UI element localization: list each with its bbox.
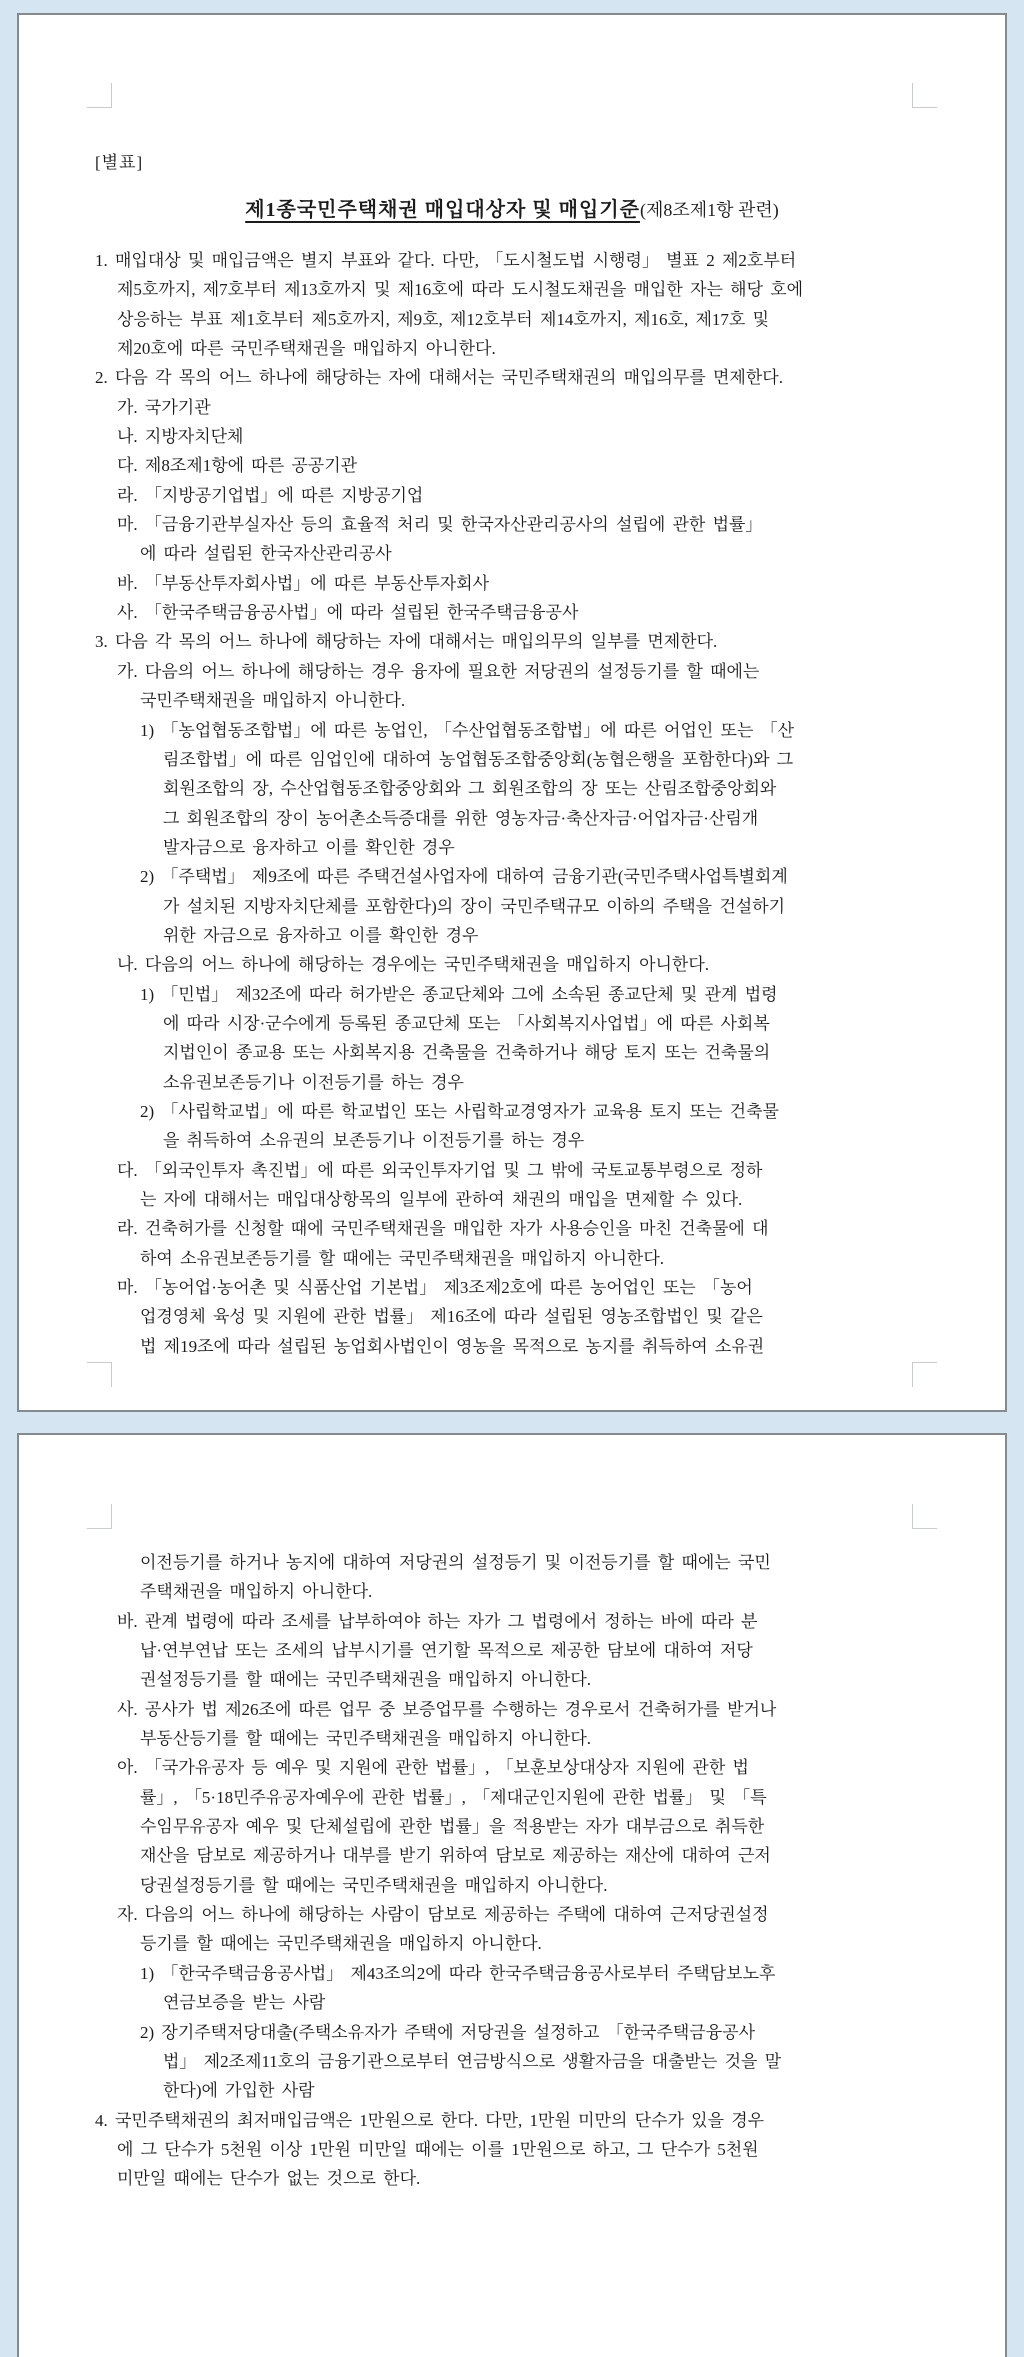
text-line: 가 설치된 지방자치단체를 포함한다)의 장이 국민주택규모 이하의 주택을 건설하기 [163,896,786,916]
text-line: 한다)에 가입한 사람 [163,2081,315,2101]
document-title [19,193,1005,222]
text-line: 2. 다음 각 목의 어느 하나에 해당하는 자에 대해서는 국민주택채권의 매입의무를 면제한다. [95,368,783,388]
text-line: 2) 장기주택저당대출(주택소유자가 주택에 저당권을 설정하고 「한국주택금융공사 [140,2022,755,2042]
document-title-suffix: (제8조제1항 관련) [639,200,779,220]
text-line: 발자금으로 융자하고 이를 확인한 경우 [163,837,455,857]
crop-mark-top-right [912,1504,937,1529]
text-line: 회원조합의 장, 수산업협동조합중앙회와 그 회원조합의 장 또는 산림조합중앙회와 [163,779,777,799]
text-line: 나. 다음의 어느 하나에 해당하는 경우에는 국민주택채권을 매입하지 아니한다. [117,955,710,975]
crop-mark-top-left [87,83,112,108]
document-page-1 [17,13,1007,1412]
text-line: 1) 「민법」 제32조에 따라 허가받은 종교단체와 그에 소속된 종교단체 및 관계 법령 [140,984,778,1004]
text-line: 지법인이 종교용 또는 사회복지용 건축물을 건축하거나 해당 토지 또는 건축물의 [163,1043,771,1063]
text-line: 부동산등기를 할 때에는 국민주택채권을 매입하지 아니한다. [140,1729,592,1749]
text-line: 사. 공사가 법 제26조에 따른 업무 중 보증업무를 수행하는 경우로서 건축허가를 받거나 [117,1699,777,1719]
text-line: 사. 「한국주택금융공사법」에 따라 설립된 한국주택금융공사 [117,603,579,623]
text-line: 납·연부연납 또는 조세의 납부시기를 연기할 목적으로 제공한 담보에 대하여 저당 [140,1641,753,1661]
text-line: 가. 다음의 어느 하나에 해당하는 경우 융자에 필요한 저당권의 설정등기를 할 때에는 [117,661,760,681]
text-line: 을 취득하여 소유권의 보존등기나 이전등기를 하는 경우 [163,1131,585,1151]
text-line: 4. 국민주택채권의 최저매입금액은 1만원으로 한다. 다만, 1만원 미만의 단수가 있을 경우 [95,2110,765,2130]
attachment-label: [별표] [95,153,144,172]
crop-mark-bottom-left [87,1362,112,1387]
crop-mark-top-right [912,83,937,108]
text-line: 라. 「지방공기업법」에 따른 지방공기업 [117,485,424,505]
text-line: 다. 「외국인투자 촉진법」에 따른 외국인투자기업 및 그 밖에 국토교통부령으로 정하 [117,1160,763,1180]
text-line: 위한 자금으로 융자하고 이를 확인한 경우 [163,925,479,945]
text-line: 소유권보존등기나 이전등기를 하는 경우 [163,1072,464,1092]
text-line: 에 따라 시장·군수에게 등록된 종교단체 또는 「사회복지사업법」에 따른 사회복 [163,1013,770,1033]
text-line: 률」, 「5·18민주유공자예우에 관한 법률」, 「제대군인지원에 관한 법률」 및 「특 [140,1787,767,1807]
text-line: 제20호에 따른 국민주택채권을 매입하지 아니한다. [117,339,496,359]
text-line: 에 그 단수가 5천원 이상 1만원 미만일 때에는 이를 1만원으로 하고, 그 단수가 5천원 [117,2139,759,2159]
text-line: 바. 「부동산투자회사법」에 따른 부동산투자회사 [117,573,490,593]
text-line: 가. 국가기관 [117,397,211,417]
text-line: 자. 다음의 어느 하나에 해당하는 사람이 담보로 제공하는 주택에 대하여 근저당권설정 [117,1905,769,1925]
text-line: 에 따라 설립된 한국자산관리공사 [140,544,392,564]
text-line: 제5호까지, 제7호부터 제13호까지 및 제16호에 따라 도시철도채권을 매입한 자는 해당 호에 [117,280,804,300]
text-line: 연금보증을 받는 사람 [163,1993,326,2013]
text-line: 는 자에 대해서는 매입대상항목의 일부에 관하여 채권의 매입을 면제할 수 있다. [140,1190,743,1209]
text-line: 하여 소유권보존등기를 할 때에는 국민주택채권을 매입하지 아니한다. [140,1248,664,1268]
text-line: 아. 「국가유공자 등 예우 및 지원에 관한 법률」, 「보훈보상대상자 지원에 관한 법 [117,1758,749,1778]
text-line: 다. 제8조제1항에 따른 공공기관 [117,456,358,476]
text-line: 등기를 할 때에는 국민주택채권을 매입하지 아니한다. [140,1934,542,1954]
document-page-2 [17,1433,1007,2357]
page-2-body-text [95,1548,971,2194]
text-line: 수임무유공자 예우 및 단체설립에 관한 법률」을 적용받는 자가 대부금으로 취득한 [140,1817,765,1837]
page-1-body-text [95,246,971,1361]
text-line: 업경영체 육성 및 지원에 관한 법률」 제16조에 따라 설립된 영농조합법인 및 같은 [140,1307,763,1327]
text-line: 1) 「농업협동조합법」에 따른 농업인, 「수산업협동조합법」에 따른 어업인 또는 「산 [140,720,795,740]
text-line: 2) 「주택법」 제9조에 따른 주택건설사업자에 대하여 금융기관(국민주택사업특별회계 [140,867,788,887]
text-line: 2) 「사립학교법」에 따른 학교법인 또는 사립학교경영자가 교육용 토지 또는 건축물 [140,1101,779,1121]
text-line: 3. 다음 각 목의 어느 하나에 해당하는 자에 대해서는 매입의무의 일부를 면제한다. [95,632,718,652]
text-line: 림조합법」에 따른 임업인에 대하여 농업협동조합중앙회(농협은행을 포함한다)와 그 [163,749,794,769]
text-line: 라. 건축허가를 신청할 때에 국민주택채권을 매입한 자가 사용승인을 마친 건축물에 대 [117,1219,769,1239]
text-line: 바. 관계 법령에 따라 조세를 납부하여야 하는 자가 그 법령에서 정하는 바에 따라 분 [117,1611,758,1631]
text-line: 국민주택채권을 매입하지 아니한다. [140,691,406,711]
text-line: 마. 「금융기관부실자산 등의 효율적 처리 및 한국자산관리공사의 설립에 관한 법률」 [117,515,763,535]
crop-mark-bottom-right [912,1362,937,1387]
document-title-main: 제1종국민주택채권 매입대상자 및 매입기준 [245,199,640,221]
text-line: 미만일 때에는 단수가 없는 것으로 한다. [117,2169,421,2189]
text-line: 상응하는 부표 제1호부터 제5호까지, 제9호, 제12호부터 제14호까지, 제16호, 제17호 및 [117,309,769,329]
text-line: 마. 「농어업·농어촌 및 식품산업 기본법」 제3조제2호에 따른 농어업인 또는 「농어 [117,1278,753,1298]
crop-mark-top-left [87,1504,112,1529]
text-line: 주택채권을 매입하지 아니한다. [140,1582,373,1602]
text-line: 법 제19조에 따라 설립된 농업회사법인이 영농을 목적으로 농지를 취득하여 소유권 [140,1336,765,1356]
text-line: 권설정등기를 할 때에는 국민주택채권을 매입하지 아니한다. [140,1670,592,1690]
text-line: 법」 제2조제11호의 금융기관으로부터 연금방식으로 생활자금을 대출받는 것을 말 [163,2051,782,2071]
text-line: 그 회원조합의 장이 농어촌소득증대를 위한 영농자금·축산자금·어업자금·산림개 [163,808,759,828]
text-line: 1. 매입대상 및 매입금액은 별지 부표와 같다. 다만, 「도시철도법 시행령」 별표 2 제2호부터 [95,251,797,270]
text-line: 나. 지방자치단체 [117,427,244,447]
text-line: 이전등기를 하거나 농지에 대하여 저당권의 설정등기 및 이전등기를 할 때에는 국민 [140,1553,771,1572]
text-line: 당권설정등기를 할 때에는 국민주택채권을 매입하지 아니한다. [140,1875,608,1895]
text-line: 1) 「한국주택금융공사법」 제43조의2에 따라 한국주택금융공사로부터 주택담보노후 [140,1963,776,1983]
text-line: 재산을 담보로 제공하거나 대부를 받기 위하여 담보로 제공하는 재산에 대하여 근저 [140,1846,771,1866]
